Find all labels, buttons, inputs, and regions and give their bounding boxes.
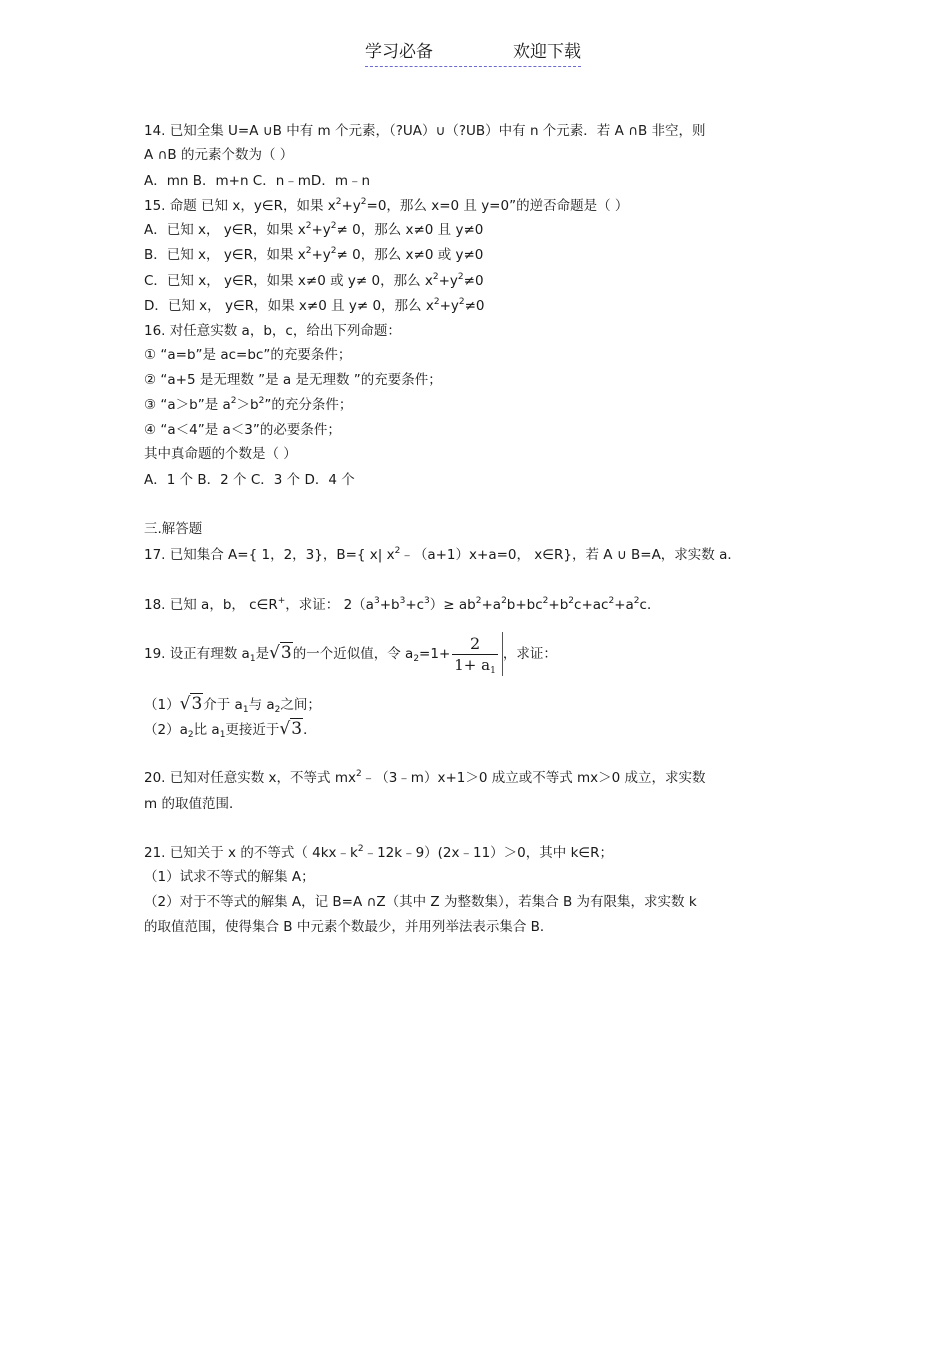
q21-part2: （2）对于不等式的解集 A，记 B=A ∩Z（其中 Z 为整数集），若集合 B 为有限集，求实数 k [144,894,697,910]
q19-part2: $(2)a_2$比 $a_1$更接近于√3． [144,719,317,740]
q14-line2: A ∩B 的元素个数为（ ） [144,147,294,163]
q21-stem: 21. 已知关于 x 的不等式（ $4kx﹣k^2﹣12k﹣9)(2x﹣11)>0$，其中 k∈R； [144,844,614,861]
q15-option-a: A．已知 x， y∈R，如果 $x^2+y^2\ne 0$，那么 x≠0 且 y≠0 [144,221,484,238]
q19-stem: 19. 设正有理数 $a_1$是√3的一个近似值，令 $a_2=1+$ $\frac{2}{1+ a_1}$ ，求证： [144,633,557,676]
sqrt-symbol: √3 [179,694,203,714]
q16-stem: 16. 对任意实数 a，b，c，给出下列命题： [144,323,401,339]
q16-count: 其中真命题的个数是（ ） [144,446,297,462]
q20-line2: m 的取值范围． [144,796,243,812]
q15-option-c: C．已知 x， y∈R，如果 x≠0 或 y≠ 0，那么 $x^2+y^2\ne 0$ [144,272,484,289]
q16-item-2: ② “a+5 是无理数 ”是 a 是无理数 ”的充要条件； [144,372,442,388]
section-heading: 三.解答题 [144,521,203,537]
q21-part2-cont: 的取值范围，使得集合 B 中元素个数最少，并用列举法表示集合 B． [144,919,554,935]
header-right-text: 欢迎下载 [513,42,581,62]
q14-line1: 14. 已知全集 U=A ∪B 中有 m 个元素，（?UA）∪（?UB）中有 n 个元素．若 A ∩B 非空，则 [144,123,706,139]
header-left-text: 学习必备 [365,42,433,62]
fraction: $\frac{2}{1+ a_1}$ [454,633,496,676]
q15-option-d: D．已知 x， y∈R，如果 x≠0 且 y≠ 0，那么 $x^2+y^2\ne 0$ [144,297,485,314]
sqrt-symbol: √3 [279,719,303,739]
q15-option-b: B．已知 x， y∈R，如果 $x^2+y^2\ne 0$，那么 x≠0 或 y≠0 [144,246,484,263]
q19-part1: （1）√3介于 $a_1$与 $a_2$之间； [144,694,321,715]
q16-options: A．1 个 B．2 个 C．3 个 D．4 个 [144,472,355,488]
q15-stem: 15. 命题 已知 x，y∈R，如果 $x^2+y^2=0$，那么 x=0 且 y=0”的逆否命题是（ ） [144,197,629,214]
q21-part1: （1）试求不等式的解集 A； [144,869,315,885]
q16-item-4: ④ “a＜4”是 a＜3”的必要条件； [144,422,341,438]
q18-line: 18. 已知 a，b， c∈R+，求证： $2(a^3+b^3+c^3)\ge ab^2+a^2b+bc^2+b^2c+ac^2+a^2c$． [144,596,661,613]
q17-line: 17. 已知集合 A={ 1，2，3}，B={ x| $x^2﹣(a+1)x+a=0$， x∈R}，若 A ∪ B=A，求实数 a． [144,546,741,563]
page-header [365,40,581,67]
q14-options: A．mn B．m+n C．n﹣mD．m﹣n [144,173,371,189]
q16-item-1: ① “a=b”是 ac=bc”的充要条件； [144,347,352,363]
q16-item-3: ③ “a＞b”是 $a^2>b^2$”的充分条件； [144,396,353,413]
sqrt-symbol: √3 [269,643,292,663]
q20-line1: 20. 已知对任意实数 x，不等式 $mx^2﹣(3﹣m)x+1>0$ 成立或不等式 mx＞0 成立，求实数 [144,769,706,786]
